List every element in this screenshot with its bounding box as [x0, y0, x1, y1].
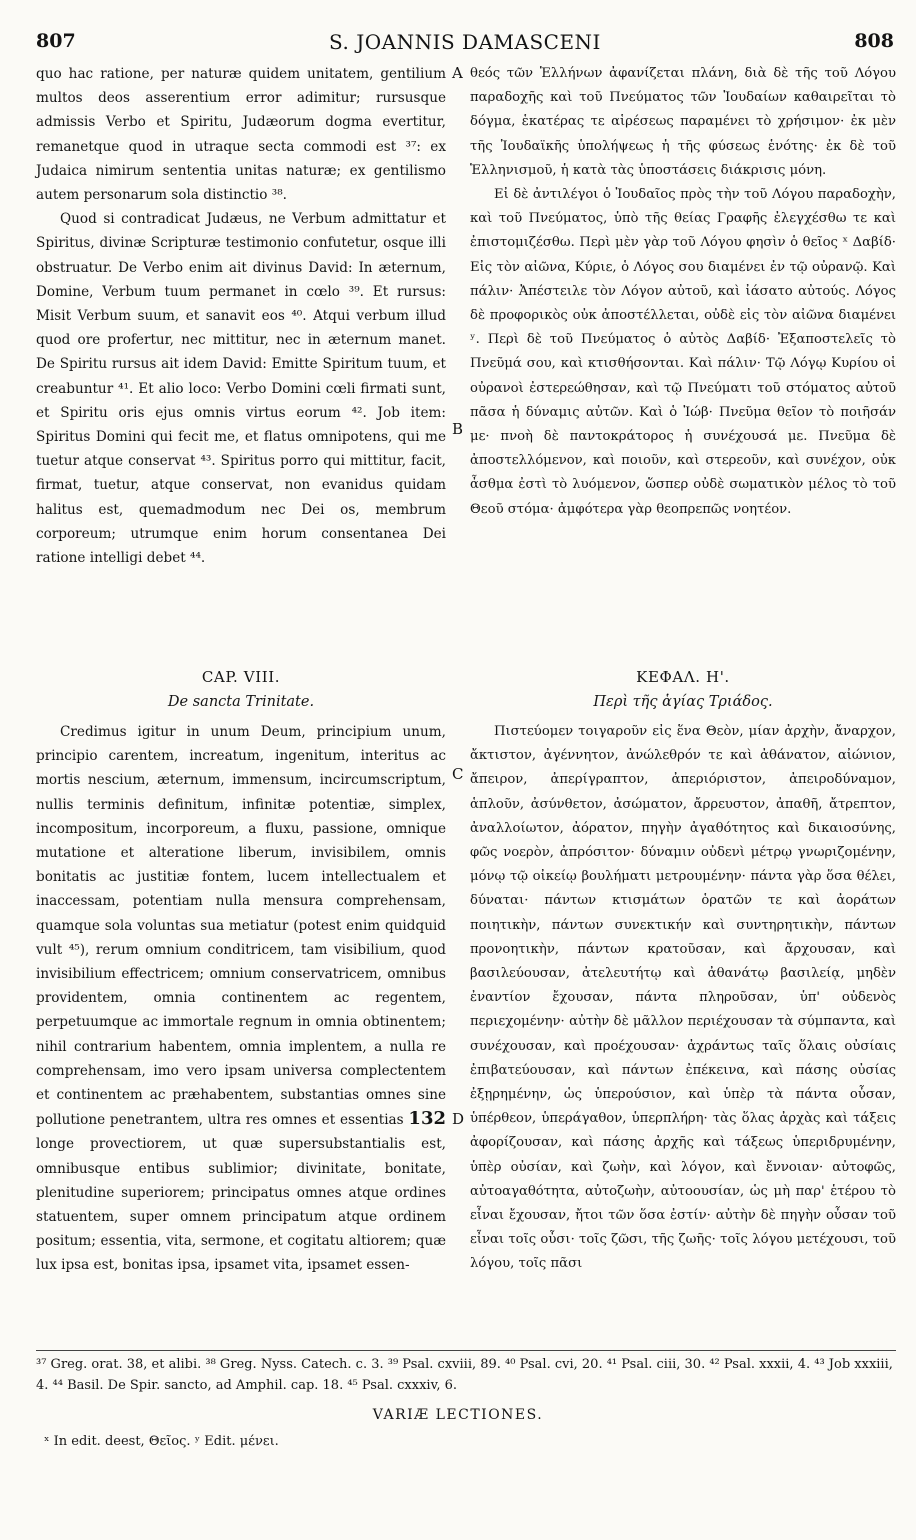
page-number-right: 808: [854, 30, 894, 52]
latin-paragraph: [36, 720, 446, 1278]
margin-letter-b: B: [452, 420, 464, 438]
latin-text: longe provectiorem, ut quæ supersubstantialis est, omnibusque entibus sublimior; divinitate, bonitate, plenitudine superiorem; principatus omnes atque ordines statuentem, super omnem principatum atque ordinem positum; essentia, vita, sermone, et cogitatu altiorem; quæ lux ipsa est, bonitas ipsa, ipsamet vita, ipsamet essen-: [36, 1136, 446, 1274]
greek-paragraph: Πιστεύομεν τοιγαροῦν εἰς ἕνα Θεὸν, μίαν ἀρχὴν, ἄναρχον, ἄκτιστον, ἀγέννητον, ἀνώλεθρόν τε καὶ ἀθάνατον, αἰώνιον, ἄπειρον, ἀπερίγραπτον, ἀπεριόριστον, ἀπειροδύναμον, ἁπλοῦν, ἀσύνθετον, ἀσώματον, ἄρρευστον, ἀπαθῆ, ἄτρεπτον, ἀναλλοίωτον, ἀόρατον, πηγὴν ἀγαθότητος καὶ δικαιοσύνης, φῶς νοερὸν, ἀπρόσιτον· δύναμιν οὐδενὶ μέτρῳ γνωριζομένην, μόνῳ τῷ οἰκείῳ βουλήματι μετρουμένην· πάντα γὰρ ὅσα θέλει, δύναται· πάντων κτισμάτων ὁρατῶν τε καὶ ἀοράτων ποιητικὴν, πάντων συνεκτικήν καὶ συντηρητικὴν, πάντων προνοητικὴν, πάντων κρατοῦσαν, καὶ ἄρχουσαν, καὶ βασιλεύουσαν, ἀτελευτήτῳ καὶ ἀθανάτῳ βασιλείᾳ, μηδὲν ἐναντίον ἔχουσαν, πάντα πληροῦσαν, ὑπ' οὐδενὸς περιεχομένην· αὐτὴν δὲ μᾶλλον περιέχουσαν τὰ σύμπαντα, καὶ συνέχουσαν, καὶ προέχουσαν· ἀχράντως ταῖς ὅλαις οὐσίαις ἐπιβατεύουσαν, καὶ πάντων ἐπέκεινα, καὶ πάσης οὐσίας ἐξῃρημένην, ὡς ὑπερούσιον, καὶ ὑπὲρ τὰ πάντα οὖσαν, ὑπέρθεον, ὑπεράγαθον, ὑπερπλήρη· τὰς ὅλας ἀρχὰς καὶ τάξεις ἀφορίζουσαν, καὶ πάσης ἀρχῆς καὶ τάξεως ὑπεριδρυμένην, ὑπὲρ οὐσίαν, καὶ ζωὴν, καὶ λόγον, καὶ ἔννοιαν· αὐτοφῶς, αὐτοαγαθότητα, αὐτοζωὴν, αὐτοουσίαν, ὡς μὴ παρ' ἑτέρου τὸ εἶναι ἔχουσαν, ἤτοι τῶν ὅσα ἐστίν· αὐτὴν δὲ πηγὴν οὖσαν τοῦ εἶναι τοῖς οὖσι· τοῖς ζῶσι, τῆς ζωῆς· τοῖς λόγου μετέχουσι, τοῦ λόγου, τοῖς πᾶσι: [470, 724, 896, 1272]
column-number: 132: [408, 1108, 446, 1130]
latin-column-top: [36, 62, 446, 632]
margin-letter-c: C: [452, 765, 464, 783]
latin-column-bottom: [36, 720, 446, 1345]
greek-paragraph: Εἰ δὲ ἀντιλέγοι ὁ Ἰουδαῖος πρὸς τὴν τοῦ Λόγου παραδοχὴν, καὶ τοῦ Πνεύματος, ὑπὸ τῆς θείας Γραφῆς ἐλεγχέσθω τε καὶ ἐπιστομιζέσθω. Περὶ μὲν γὰρ τοῦ Λόγου φησὶν ὁ θεῖος ˣ Δαβίδ· Εἰς τὸν αἰῶνα, Κύριε, ὁ Λόγος σου διαμένει ἐν τῷ οὐρανῷ. Καὶ πάλιν· Ἀπέστειλε τὸν Λόγον αὐτοῦ, καὶ ἰάσατο αὐτούς. Λόγος δὲ προφορικὸς οὐκ ἀποστέλλεται, οὐδὲ εἰς τὸν αἰῶνα διαμένει ʸ. Περὶ δὲ τοῦ Πνεύματος ὁ αὐτὸς Δαβίδ· Ἐξαποστελεῖς τὸ Πνεῦμά σου, καὶ κτισθήσονται. Καὶ πάλιν· Τῷ Λόγῳ Κυρίου οἱ οὐρανοὶ ἐστερεώθησαν, καὶ τῷ Πνεύματι τοῦ στόματος αὐτοῦ πᾶσα ἡ δύναμις αὐτῶν. Καὶ ὁ Ἰώβ· Πνεῦμα θεῖον τὸ ποιῆσάν με· πνοὴ δὲ παντοκράτορος ἡ συνέχουσά με. Πνεῦμα δὲ ἀποστελλόμενον, καὶ ποιοῦν, καὶ στερεοῦν, καὶ συνέχον, οὐκ ἆσθμα ἐστὶ τὸ λυόμενον, ὥσπερ οὐδὲ σωματικὸν μέλος τὸ τοῦ Θεοῦ στόμα· ἀμφότερα γὰρ θεοπρεπῶς νοητέον.: [470, 187, 896, 517]
latin-text: Credimus igitur in unum Deum, principium unum, principio carentem, increatum, ingenitum, interitus ac mortis nescium, æternum, immensum, incircumscriptum, nullis terminis definitum, infinitæ potentiæ, simplex, incompositum, incorporeum, a fluxu, passione, omnique mutatione et alteratione liberum, invisibilem, omnis bonitatis ac justitiæ fontem, lucem intellectualem et inaccessam, potentiam nulla mensura comprehensam, quamque sola voluntas sua metiatur (potest enim quidquid vult ⁴⁵), rerum omnium conditricem, tam visibilium, quod invisibilium effectricem; omnium conservatricem, omnibus providentem, omnia continentem ac regentem, perpetuumque ac immortale regnum in omnia obtinentem; nihil contrarium habentem, omnia implentem, a nulla re comprehensam, imo vero ipsam universa complectentem et continentem ac præhabentem, substantias omnes sine pollutione penetrantem, ultra res omnes et essentias: [36, 724, 446, 1129]
greek-column-bottom: [470, 720, 896, 1345]
greek-column-top: [470, 62, 896, 662]
footnotes: [36, 1354, 896, 1396]
latin-paragraph: quo hac ratione, per naturæ quidem unitatem, gentilium multos deos asserentium error adimitur; rursusque admissis Verbo et Spiritu, Judæorum dogma evertitur, remanetque quod in utraque secta commodi est ³⁷: ex Judaica nimirum sententia unitas naturæ; ex gentilismo autem personarum sola distinctio ³⁸.: [36, 66, 446, 204]
margin-letter-d: D: [452, 1110, 465, 1128]
variae-lectiones-title: VARIÆ LECTIONES.: [372, 1407, 544, 1423]
chapter-heading-latin: CAP. VIII.: [201, 668, 281, 686]
chapter-subtitle-greek: Περὶ τῆς ἁγίας Τριάδος.: [593, 694, 773, 710]
greek-paragraph: θεός τῶν Ἑλλήνων ἀφανίζεται πλάνη, διὰ δὲ τῆς τοῦ Λόγου παραδοχῆς καὶ τοῦ Πνεύματος τῶν Ἰουδαίων καθαιρεῖται τὸ δόγμα, ἑκατέρας τε αἱρέσεως παραμένει τὸ χρήσιμον· ἐκ μὲν τῆς Ἰουδαϊκῆς ὑπολήψεως ἡ τῆς φύσεως ἑνότης· ἐκ δὲ τοῦ Ἑλληνισμοῦ, ἡ κατὰ τὰς ὑποστάσεις διάκρισις μόνη.: [470, 66, 896, 178]
footnote-rule: [36, 1350, 896, 1351]
running-title: S. JOANNIS DAMASCENI: [329, 30, 601, 54]
chapter-heading-greek: ΚΕΦΑΛ. Η'.: [636, 668, 730, 686]
running-header: [36, 30, 894, 60]
latin-paragraph: Quod si contradicat Judæus, ne Verbum admittatur et Spiritus, divinæ Scripturæ testimonio confutetur, osque illi obstruatur. De Verbo enim ait divinus David: In æternum, Domine, Verbum tuum permanet in cœlo ³⁹. Et rursus: Misit Verbum suum, et sanavit eos ⁴⁰. Atqui verbum illud quod ore profertur, nec mittitur, nec in æternum manet. De Spiritu rursus ait idem David: Emitte Spiritum tuum, et creabuntur ⁴¹. Et alio loco: Verbo Domini cœli firmati sunt, et Spiritu oris ejus omnis virtus eorum ⁴². Job item: Spiritus Domini qui fecit me, et flatus omnipotens, qui me tuetur atque conservat ⁴³. Spiritus porro qui mittitur, facit, firmat, tuetur, atque conservat, non evanidus quidam halitus est, quemadmodum nec Dei os, membrum corporeum; utrumque enim horum consentanea Dei ratione intelligi debet ⁴⁴.: [36, 211, 446, 567]
margin-letter-a: A: [452, 64, 463, 82]
variae-lectiones-line: ˣ In edit. deest, Θεῖος. ʸ Edit. μένει.: [44, 1434, 279, 1449]
page-number-left: 807: [36, 30, 76, 52]
chapter-subtitle-latin: De sancta Trinitate.: [167, 694, 315, 710]
footnote-line: ³⁷ Greg. orat. 38, et alibi. ³⁸ Greg. Nyss. Catech. c. 3. ³⁹ Psal. cxviii, 89. ⁴⁰ Psal. cvi, 20. ⁴¹ Psal. ciii, 30. ⁴² Psal. xxxii, 4. ⁴³ Job xxxiii, 4. ⁴⁴ Basil. De Spir. sancto, ad Amphil. cap. 18. ⁴⁵ Psal. cxxxiv, 6.: [36, 1357, 893, 1393]
